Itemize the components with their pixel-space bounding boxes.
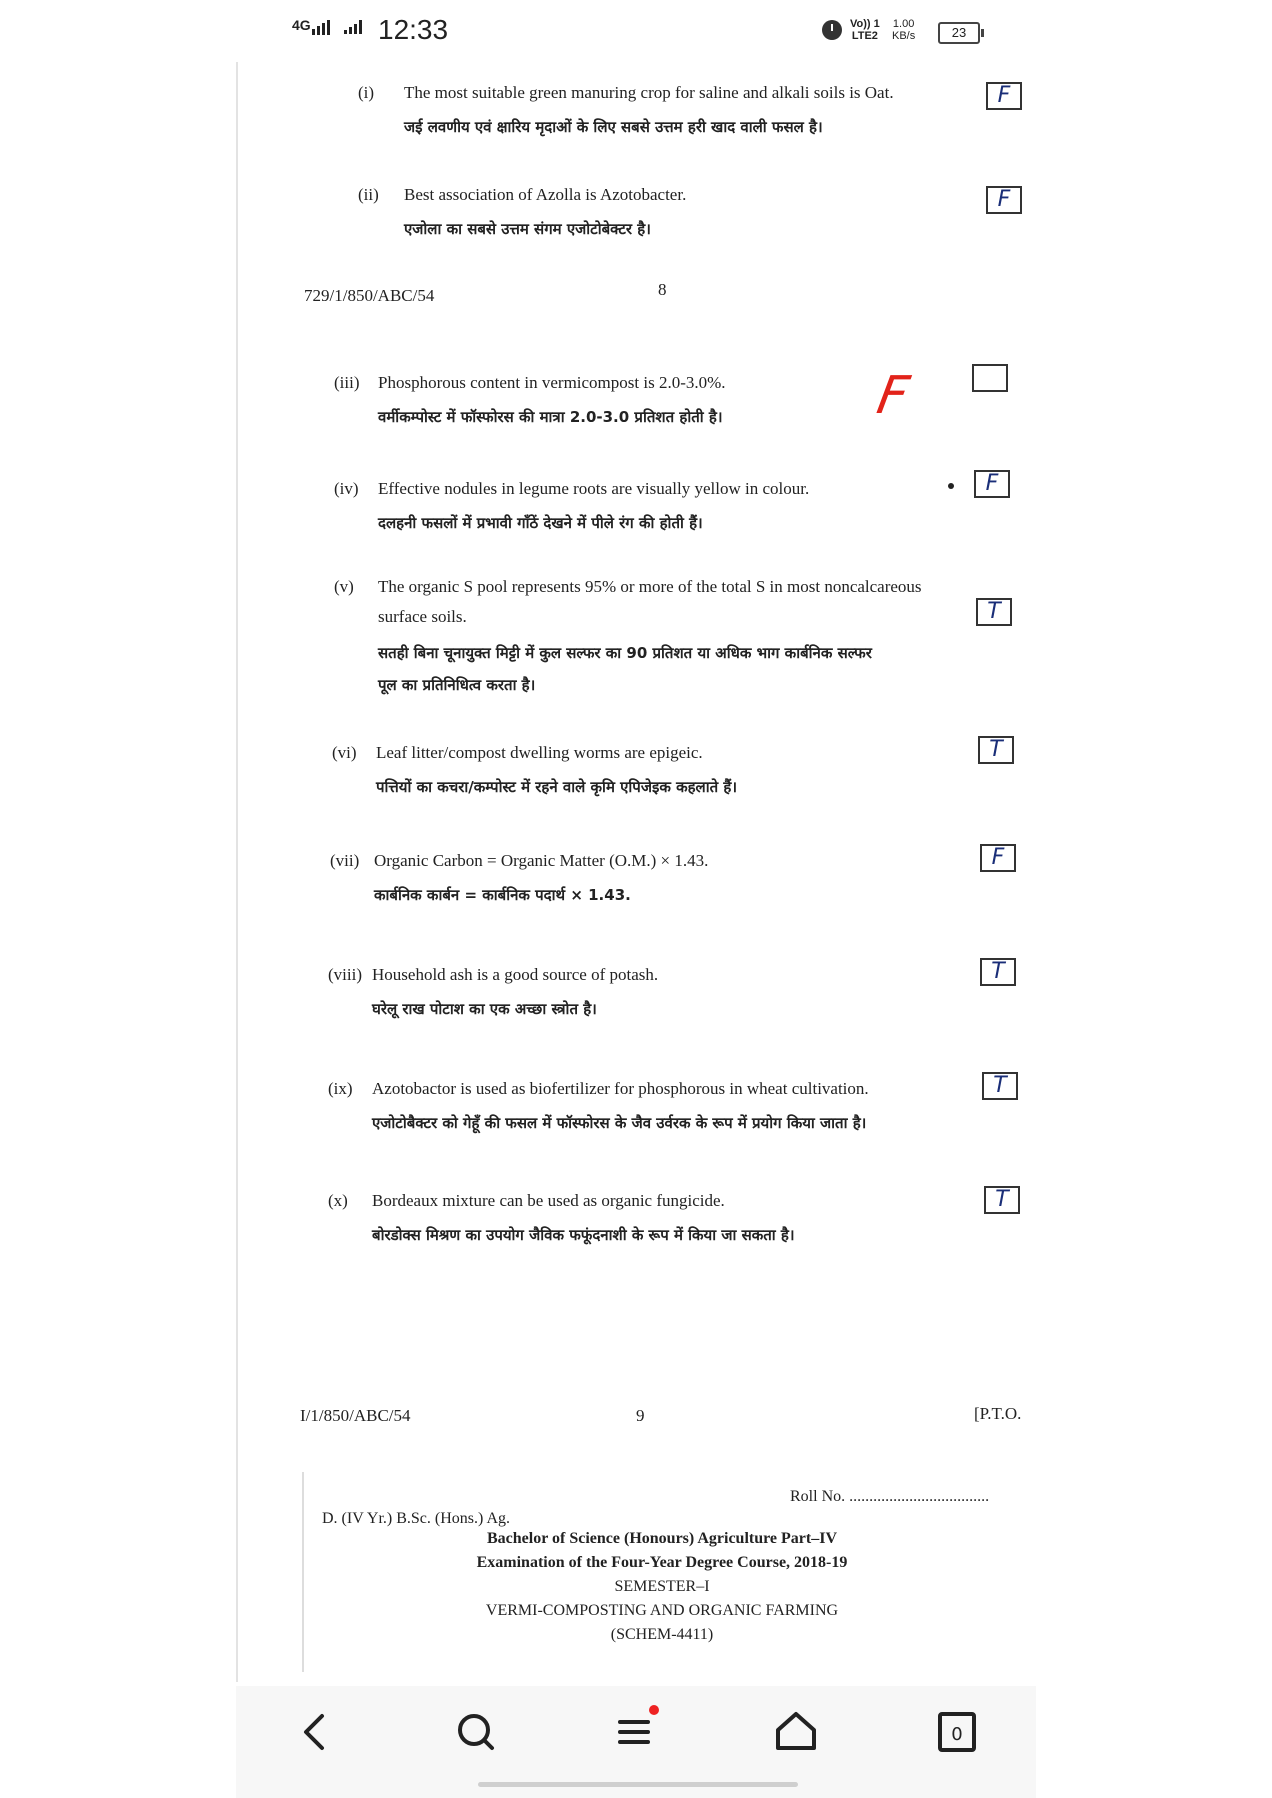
question-text-hi: एजोटोबैक्टर को गेहूँ की फसल में फॉस्फोरस के जैव उर्वरक के रूप में प्रयोग किया जाता है। [372, 1114, 867, 1132]
answer-box: F [986, 186, 1022, 214]
page-number: 8 [658, 280, 667, 299]
volte-indicator [850, 18, 880, 42]
question-number: (x) [328, 1191, 348, 1210]
question-text-hi: बोरडोक्स मिश्रण का उपयोग जैविक फफूंदनाशी के रूप में किया जा सकता है। [372, 1226, 795, 1244]
signal-icon [312, 20, 330, 35]
question-number: (iv) [334, 479, 359, 498]
question-text-hi: एजोला का सबसे उत्तम संगम एजोटोबेक्टर है। [404, 220, 651, 238]
alarm-icon [822, 20, 842, 40]
question-number: (ix) [328, 1079, 353, 1098]
question-text-hi: पत्तियों का कचरा/कम्पोस्ट में रहने वाले कृमि एपिजेइक कहलाते हैं। [376, 778, 738, 796]
question-text-hi: दलहनी फसलों में प्रभावी गाँठें देखने में पीले रंग की होती हैं। [378, 514, 703, 532]
question-text-en-cont: surface soils. [378, 607, 467, 626]
question-text-en: The most suitable green manuring crop for saline and alkali soils is Oat. [404, 83, 894, 102]
question-text-en: Effective nodules in legume roots are visually yellow in colour. [378, 479, 810, 498]
paper-code: 729/1/850/ABC/54 [304, 286, 435, 305]
back-arrow-icon [286, 1702, 346, 1762]
cover-title-line1: Bachelor of Science (Honours) Agriculture Part–IV [486, 1530, 838, 1547]
search-icon [446, 1702, 506, 1762]
speed-unit: KB/s [892, 30, 916, 42]
red-handwritten-mark: F [872, 366, 914, 426]
back-button[interactable] [286, 1702, 346, 1762]
question-text-en: Household ash is a good source of potash. [372, 965, 659, 984]
question-text-en: Leaf litter/compost dwelling worms are epigeic. [376, 743, 703, 762]
answer-box: F [974, 470, 1010, 498]
question-text-en: Azotobactor is used as biofertilizer for phosphorous in wheat cultivation. [372, 1079, 869, 1098]
volte-top: Vo)) 1 [850, 18, 880, 30]
page-number: 9 [636, 1406, 645, 1425]
paper-code: Ι/1/850/ABC/54 [300, 1406, 411, 1425]
pto-label: [P.T.O. [974, 1404, 1022, 1423]
menu-button[interactable] [606, 1702, 666, 1762]
bullet-dot [948, 483, 954, 489]
home-indicator [478, 1782, 798, 1787]
question-text-en: The organic S pool represents 95% or more of the total S in most noncalcareous [378, 577, 922, 596]
network-speed [892, 18, 915, 42]
next-sheet [302, 1472, 1022, 1672]
answer-box: T [982, 1072, 1018, 1100]
cover-subject-code: (SCHEM-4411) [610, 1626, 714, 1643]
notification-dot [649, 1705, 659, 1715]
answer-box-empty [972, 364, 1008, 392]
question-text-hi-cont: पूल का प्रतिनिधित्व करता है। [378, 676, 536, 694]
search-button[interactable] [446, 1702, 506, 1762]
question-text-en: Phosphorous content in vermicompost is 2.0-3.0%. [378, 373, 726, 392]
question-text-en: Bordeaux mixture can be used as organic fungicide. [372, 1191, 725, 1210]
speed-value: 1.00 [892, 18, 915, 30]
question-number: (i) [358, 83, 375, 102]
answer-box: F [986, 82, 1022, 110]
cover-title-line2: Examination of the Four-Year Degree Course, 2018-19 [476, 1554, 848, 1571]
tabs-button[interactable] [926, 1702, 986, 1762]
answer-box: T [984, 1186, 1020, 1214]
battery-icon: 23 [938, 22, 980, 44]
question-text-hi: घरेलू राख पोटाश का एक अच्छा स्त्रोत है। [372, 1000, 597, 1018]
question-number: (ii) [358, 185, 379, 204]
signal-icon-secondary [344, 20, 362, 34]
question-number: (v) [334, 577, 354, 596]
cover-semester: SEMESTER–I [614, 1578, 710, 1595]
question-text-en: Best association of Azolla is Azotobacter. [404, 185, 687, 204]
answer-box: T [980, 958, 1016, 986]
question-text-hi: जई लवणीय एवं क्षारिय मृदाओं के लिए सबसे उत्तम हरी खाद वाली फसल है। [404, 118, 823, 136]
question-number: (vi) [332, 743, 357, 762]
question-text-hi: वर्मीकम्पोस्ट में फॉस्फोरस की मात्रा 2.0-3.0 प्रतिशत होती है। [378, 408, 723, 426]
question-number: (vii) [330, 851, 360, 870]
clock-time: 12:33 [378, 14, 449, 45]
answer-box: F [980, 844, 1016, 872]
home-icon [766, 1702, 826, 1762]
question-text-hi: सतही बिना चूनायुक्त मिट्टी में कुल सल्फर का 90 प्रतिशत या अधिक भाग कार्बनिक सल्फर [378, 644, 872, 662]
question-text-hi: कार्बनिक कार्बन = कार्बनिक पदार्थ × 1.43. [374, 886, 631, 904]
volte-bottom: LTE2 [851, 30, 878, 42]
question-number: (iii) [334, 373, 360, 392]
tabs-count: 0 [951, 1724, 963, 1745]
question-text-en: Organic Carbon = Organic Matter (O.M.) × 1.43. [374, 851, 709, 870]
network-type: 4G [292, 17, 311, 33]
home-button[interactable] [766, 1702, 826, 1762]
answer-box: T [976, 598, 1012, 626]
answer-box: T [978, 736, 1014, 764]
browser-nav-bar [236, 1686, 1036, 1798]
status-bar [0, 0, 1272, 62]
question-number: (viii) [328, 965, 362, 984]
menu-icon [606, 1702, 666, 1762]
cover-subject: VERMI-COMPOSTING AND ORGANIC FARMING [485, 1602, 839, 1619]
course-code: D. (IV Yr.) B.Sc. (Hons.) Ag. [322, 1510, 510, 1527]
roll-number-field: Roll No. ................................... [790, 1488, 990, 1505]
tabs-icon [926, 1702, 986, 1762]
